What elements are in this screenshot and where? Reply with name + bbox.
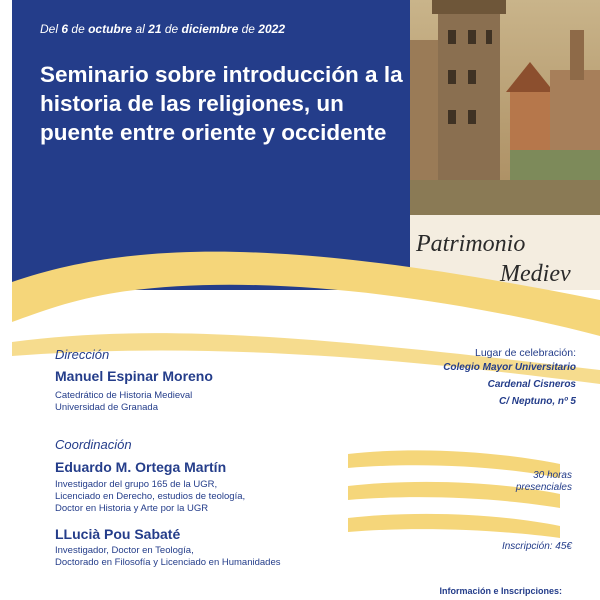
- dates-prefix: Del: [40, 22, 59, 36]
- image-caption-line1: Patrimonio: [416, 231, 526, 257]
- coordinator1-name: Eduardo M. Ortega Martín: [55, 459, 227, 475]
- hours-block: [516, 470, 572, 494]
- venue-line3: C/ Neptuno, nº 5: [499, 396, 576, 407]
- coordinator2-line2: Doctorado en Filosofía y Licenciado en Humanidades: [55, 557, 281, 568]
- direccion-label: Dirección: [55, 347, 110, 362]
- dates-of-1: de: [71, 22, 85, 36]
- director-detail-line1: Catedrático de Historia Medieval: [55, 390, 193, 401]
- coordinator2-name: LLucià Pou Sabaté: [55, 526, 181, 542]
- coordinator1-line3: Doctor en Historia y Arte por la UGR: [55, 503, 209, 514]
- info-heading: Información e Inscripciones:: [439, 586, 562, 596]
- venue-label: Lugar de celebración:: [475, 347, 576, 359]
- dates-year: 2022: [258, 22, 285, 36]
- coordinacion-label: Coordinación: [55, 437, 132, 452]
- image-caption-line2: Mediev: [500, 261, 571, 287]
- dates-start-day: 6: [61, 22, 69, 36]
- dates-to: al: [135, 22, 145, 36]
- venue-block: [443, 347, 576, 410]
- coordinator1-detail: [55, 479, 245, 515]
- seminar-title: Seminario sobre introducción a la historia de las religiones, un puente entre oriente y occidente: [40, 62, 403, 145]
- registration-fee: Inscripción: 45€: [501, 541, 572, 552]
- director-name: Manuel Espinar Moreno: [55, 368, 213, 384]
- dates-of-2: de: [164, 22, 179, 36]
- hours-line1: 30 horas: [533, 470, 572, 481]
- venue-line2: Cardenal Cisneros: [487, 379, 576, 390]
- venue-line1: Colegio Mayor Universitario: [443, 362, 576, 373]
- hours-line2: presenciales: [515, 482, 572, 493]
- dates-end-day: 21: [148, 22, 162, 36]
- director-detail-line2: Universidad de Granada: [55, 402, 158, 413]
- coordinator1-line1: Investigador del grupo 165 de la UGR,: [55, 479, 218, 490]
- date-range: [40, 22, 285, 36]
- dates-end-month: diciembre: [181, 22, 239, 36]
- dates-of-3: de: [241, 22, 255, 36]
- coordinator1-line2: Licenciado en Derecho, estudios de teología,: [55, 491, 246, 502]
- coordinator2-line1: Investigador, Doctor en Teología,: [55, 545, 194, 556]
- dates-start-month: octubre: [88, 22, 133, 36]
- coordinator2-detail: [55, 545, 281, 569]
- director-detail: [55, 390, 192, 414]
